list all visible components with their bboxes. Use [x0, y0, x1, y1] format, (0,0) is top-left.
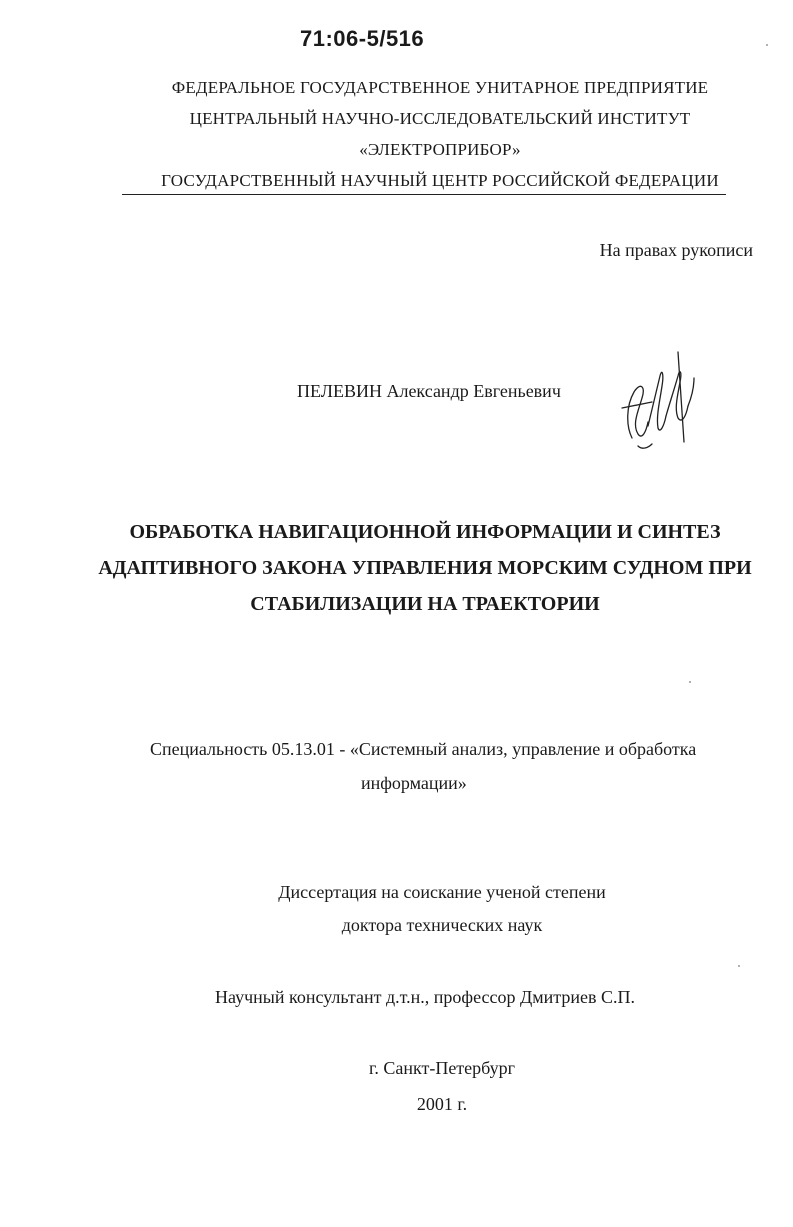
organization-line-3: «ЭЛЕКТРОПРИБОР»	[359, 140, 521, 159]
year: 2001 г.	[416, 1094, 468, 1114]
scan-speck	[738, 965, 740, 967]
title-line-2: АДАПТИВНОГО ЗАКОНА УПРАВЛЕНИЯ МОРСКИМ СУДНОМ ПРИ	[98, 557, 752, 579]
organization-line-1: ФЕДЕРАЛЬНОЕ ГОСУДАРСТВЕННОЕ УНИТАРНОЕ ПРЕДПРИЯТИЕ	[171, 78, 709, 97]
organization-line-4: ГОСУДАРСТВЕННЫЙ НАУЧНЫЙ ЦЕНТР РОССИЙСКОЙ ФЕДЕРАЦИИ	[161, 171, 719, 190]
specialty-line-1: Специальность 05.13.01 - «Системный анализ, управление и обработка	[150, 739, 697, 759]
title-line-3: СТАБИЛИЗАЦИИ НА ТРАЕКТОРИИ	[250, 593, 600, 615]
signature-icon	[612, 346, 704, 454]
title-line-1: ОБРАБОТКА НАВИГАЦИОННОЙ ИНФОРМАЦИИ И СИНТЕЗ	[129, 521, 721, 543]
scan-speck	[689, 681, 691, 683]
catalog-number: 71:06-5/516	[300, 26, 425, 51]
dissertation-line-2: доктора технических наук	[341, 915, 543, 935]
organization-line-2: ЦЕНТРАЛЬНЫЙ НАУЧНО-ИССЛЕДОВАТЕЛЬСКИЙ ИНСТИТУТ	[189, 109, 691, 128]
author-name: ПЕЛЕВИН Александр Евгеньевич	[297, 381, 561, 401]
dissertation-line-1: Диссертация на соискание ученой степени	[278, 882, 606, 902]
scan-speck	[766, 44, 768, 46]
scientific-consultant: Научный консультант д.т.н., профессор Дмитриев С.П.	[215, 987, 636, 1007]
header-divider	[122, 194, 726, 195]
manuscript-rights-note: На правах рукописи	[599, 240, 753, 260]
city: г. Санкт-Петербург	[368, 1058, 516, 1078]
specialty-line-2: информации»	[361, 773, 467, 793]
